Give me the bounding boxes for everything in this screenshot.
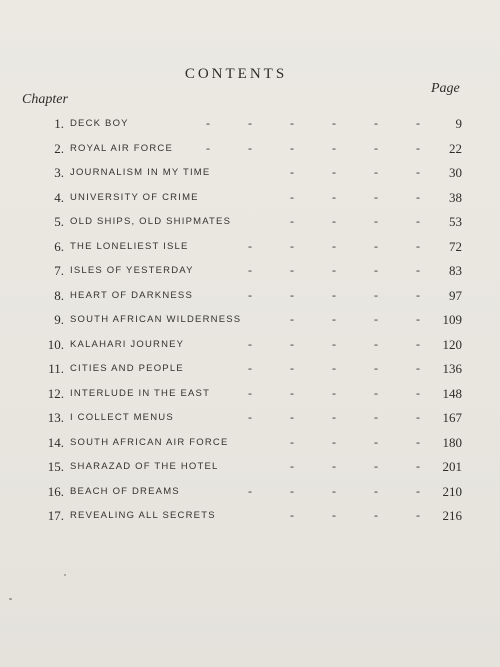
page-number: 148 bbox=[442, 385, 462, 401]
page-number: 30 bbox=[449, 165, 462, 180]
leader-dash: - bbox=[374, 459, 378, 473]
toc-entry bbox=[0, 112, 500, 137]
chapter-title: SOUTH AFRICAN AIR FORCE bbox=[70, 436, 229, 448]
chapter-number: 17. bbox=[47, 508, 64, 523]
leader-dash: - bbox=[416, 508, 420, 522]
dot-leader bbox=[160, 333, 420, 355]
leader-dash: - bbox=[374, 214, 378, 228]
leader-dash: - bbox=[248, 410, 252, 424]
page-number: 180 bbox=[442, 434, 462, 450]
leader-dash: - bbox=[332, 385, 336, 400]
leader-dash: - bbox=[290, 385, 294, 400]
chapter-title: I COLLECT MENUS bbox=[70, 412, 174, 423]
chapter-number: 4. bbox=[54, 189, 64, 205]
leader-dash: - bbox=[248, 336, 252, 351]
leader-dash: - bbox=[374, 140, 378, 155]
dot-leader bbox=[160, 431, 420, 453]
page-number: 167 bbox=[442, 410, 462, 425]
leader-dash: - bbox=[416, 483, 420, 498]
chapter-title: BEACH OF DREAMS bbox=[70, 485, 180, 497]
page-number: 109 bbox=[442, 312, 462, 327]
chapter-title: DECK BOY bbox=[70, 118, 129, 129]
leader-dash: - bbox=[332, 483, 336, 498]
toc-entry bbox=[0, 333, 500, 358]
table-of-contents bbox=[0, 112, 500, 529]
toc-entry bbox=[0, 357, 500, 382]
page-number: 136 bbox=[442, 361, 462, 376]
dot-leader bbox=[160, 186, 420, 208]
leader-dash: - bbox=[206, 140, 210, 155]
chapter-number: 13. bbox=[47, 410, 64, 425]
leader-dash: - bbox=[332, 116, 336, 130]
leader-dash: - bbox=[290, 116, 294, 130]
leader-dash: - bbox=[332, 361, 336, 375]
leader-dash: - bbox=[332, 312, 336, 326]
leader-dash: - bbox=[290, 287, 294, 302]
leader-dash: - bbox=[416, 434, 420, 449]
paper-speck bbox=[64, 574, 66, 576]
chapter-number: 15. bbox=[47, 459, 64, 474]
chapter-number: 5. bbox=[54, 214, 64, 229]
leader-dash: - bbox=[416, 140, 420, 155]
dot-leader bbox=[160, 382, 420, 404]
dot-leader bbox=[160, 480, 420, 502]
leader-dash: - bbox=[290, 214, 294, 228]
leader-dash: - bbox=[416, 361, 420, 375]
leader-dash: - bbox=[374, 385, 378, 400]
chapter-number: 7. bbox=[54, 263, 64, 278]
leader-dash: - bbox=[416, 459, 420, 473]
dot-leader bbox=[160, 161, 420, 183]
leader-dash: - bbox=[374, 312, 378, 326]
leader-dash: - bbox=[332, 410, 336, 424]
page-number: 72 bbox=[449, 238, 462, 254]
leader-dash: - bbox=[248, 116, 252, 130]
leader-dash: - bbox=[374, 165, 378, 179]
leader-dash: - bbox=[416, 263, 420, 277]
chapter-number: 10. bbox=[47, 336, 64, 352]
leader-dash: - bbox=[332, 336, 336, 351]
chapter-title: SHARAZAD OF THE HOTEL bbox=[70, 461, 219, 472]
chapter-number: 11. bbox=[48, 361, 64, 376]
leader-dash: - bbox=[416, 410, 420, 424]
leader-dash: - bbox=[374, 434, 378, 449]
leader-dash: - bbox=[332, 287, 336, 302]
toc-entry bbox=[0, 137, 500, 162]
dot-leader bbox=[160, 210, 420, 232]
page-number: 120 bbox=[442, 336, 462, 352]
page-number: 83 bbox=[449, 263, 462, 278]
page-number: 38 bbox=[449, 189, 462, 205]
leader-dash: - bbox=[374, 410, 378, 424]
leader-dash: - bbox=[374, 263, 378, 277]
leader-dash: - bbox=[374, 361, 378, 375]
dot-leader bbox=[160, 259, 420, 281]
leader-dash: - bbox=[374, 189, 378, 204]
paper-speck bbox=[9, 598, 12, 600]
dot-leader bbox=[160, 284, 420, 306]
chapter-number: 3. bbox=[54, 165, 64, 180]
leader-dash: - bbox=[332, 459, 336, 473]
toc-entry bbox=[0, 186, 500, 211]
leader-dash: - bbox=[332, 140, 336, 155]
chapter-title: HEART OF DARKNESS bbox=[70, 289, 193, 301]
leader-dash: - bbox=[290, 434, 294, 449]
chapter-title: REVEALING ALL SECRETS bbox=[70, 510, 216, 521]
leader-dash: - bbox=[416, 116, 420, 130]
dot-leader bbox=[160, 112, 420, 134]
page-number: 9 bbox=[455, 116, 462, 131]
leader-dash: - bbox=[248, 361, 252, 375]
chapter-title: INTERLUDE IN THE EAST bbox=[70, 387, 211, 399]
leader-dash: - bbox=[374, 483, 378, 498]
leader-dash: - bbox=[416, 214, 420, 228]
toc-entry bbox=[0, 161, 500, 186]
leader-dash: - bbox=[374, 287, 378, 302]
leader-dash: - bbox=[416, 336, 420, 351]
chapter-number: 9. bbox=[54, 312, 64, 327]
page-number: 22 bbox=[449, 140, 462, 156]
toc-entry bbox=[0, 284, 500, 309]
leader-dash: - bbox=[416, 385, 420, 400]
leader-dash: - bbox=[290, 336, 294, 351]
dot-leader bbox=[160, 235, 420, 257]
leader-dash: - bbox=[290, 263, 294, 277]
leader-dash: - bbox=[248, 287, 252, 302]
chapter-number: 8. bbox=[54, 287, 64, 303]
leader-dash: - bbox=[290, 312, 294, 326]
toc-entry bbox=[0, 382, 500, 407]
leader-dash: - bbox=[374, 238, 378, 253]
toc-entry bbox=[0, 235, 500, 260]
chapter-title: CITIES AND PEOPLE bbox=[70, 363, 184, 374]
page-number: 201 bbox=[442, 459, 462, 474]
leader-dash: - bbox=[374, 116, 378, 130]
chapter-title: KALAHARI JOURNEY bbox=[70, 338, 185, 350]
toc-entry bbox=[0, 210, 500, 235]
leader-dash: - bbox=[332, 263, 336, 277]
leader-dash: - bbox=[290, 189, 294, 204]
leader-dash: - bbox=[374, 336, 378, 351]
leader-dash: - bbox=[206, 116, 210, 130]
chapter-number: 14. bbox=[47, 434, 64, 450]
page-number: 210 bbox=[442, 483, 462, 499]
toc-entry bbox=[0, 308, 500, 333]
chapter-number: 1. bbox=[54, 116, 64, 131]
page-column-label: Page bbox=[431, 81, 460, 96]
leader-dash: - bbox=[290, 483, 294, 498]
leader-dash: - bbox=[416, 238, 420, 253]
chapter-column-label: Chapter bbox=[22, 92, 68, 107]
leader-dash: - bbox=[290, 508, 294, 522]
leader-dash: - bbox=[290, 459, 294, 473]
dot-leader bbox=[160, 357, 420, 379]
toc-entry bbox=[0, 259, 500, 284]
chapter-number: 2. bbox=[54, 140, 64, 156]
chapter-title: UNIVERSITY OF CRIME bbox=[70, 191, 199, 203]
chapter-number: 12. bbox=[47, 385, 64, 401]
leader-dash: - bbox=[248, 238, 252, 253]
dot-leader bbox=[160, 504, 420, 526]
leader-dash: - bbox=[332, 189, 336, 204]
chapter-title: SOUTH AFRICAN WILDERNESS bbox=[70, 314, 242, 325]
leader-dash: - bbox=[332, 508, 336, 522]
toc-entry bbox=[0, 455, 500, 480]
toc-entry bbox=[0, 480, 500, 505]
leader-dash: - bbox=[248, 385, 252, 400]
leader-dash: - bbox=[416, 165, 420, 179]
dot-leader bbox=[160, 308, 420, 330]
chapter-title: JOURNALISM IN MY TIME bbox=[70, 167, 211, 178]
contents-heading: CONTENTS bbox=[184, 66, 288, 82]
leader-dash: - bbox=[416, 287, 420, 302]
chapter-title: OLD SHIPS, OLD SHIPMATES bbox=[70, 216, 232, 227]
leader-dash: - bbox=[290, 410, 294, 424]
chapter-number: 16. bbox=[47, 483, 64, 499]
page-number: 216 bbox=[442, 508, 462, 523]
chapter-title: ROYAL AIR FORCE bbox=[70, 142, 173, 154]
leader-dash: - bbox=[290, 238, 294, 253]
page-number: 53 bbox=[449, 214, 462, 229]
leader-dash: - bbox=[248, 483, 252, 498]
leader-dash: - bbox=[332, 165, 336, 179]
dot-leader bbox=[160, 455, 420, 477]
leader-dash: - bbox=[374, 508, 378, 522]
leader-dash: - bbox=[332, 238, 336, 253]
leader-dash: - bbox=[416, 189, 420, 204]
toc-entry bbox=[0, 406, 500, 431]
dot-leader bbox=[160, 406, 420, 428]
leader-dash: - bbox=[290, 165, 294, 179]
toc-entry bbox=[0, 504, 500, 529]
chapter-number: 6. bbox=[54, 238, 64, 254]
leader-dash: - bbox=[248, 263, 252, 277]
page-number: 97 bbox=[449, 287, 462, 303]
leader-dash: - bbox=[290, 140, 294, 155]
chapter-title: THE LONELIEST ISLE bbox=[70, 240, 189, 252]
leader-dash: - bbox=[332, 214, 336, 228]
leader-dash: - bbox=[290, 361, 294, 375]
leader-dash: - bbox=[416, 312, 420, 326]
dot-leader bbox=[160, 137, 420, 159]
leader-dash: - bbox=[332, 434, 336, 449]
chapter-title: ISLES OF YESTERDAY bbox=[70, 265, 194, 276]
leader-dash: - bbox=[248, 140, 252, 155]
toc-entry bbox=[0, 431, 500, 456]
